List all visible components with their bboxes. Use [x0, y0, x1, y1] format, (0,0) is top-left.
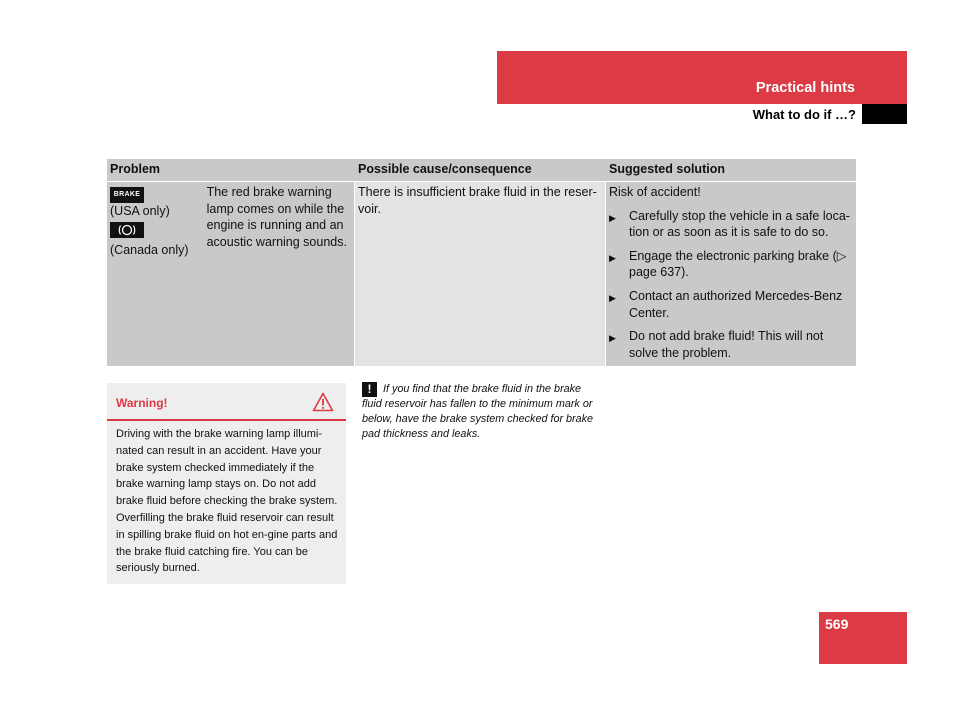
- section-tab: [862, 104, 907, 124]
- solution-item: [609, 288, 853, 321]
- bullet-arrow-icon: ▶: [609, 333, 616, 344]
- solution-item: [609, 208, 853, 241]
- indicator-lamps: [110, 184, 207, 360]
- warning-title: Warning!: [116, 396, 168, 410]
- warning-text: Driving with the brake warning lamp illumi-nated can result in an accident. Have your brake system checked immediately if the brake warning lamp stays on. Do not add brake fluid before checking the brake system. Overfilling the brake fluid reservoir can result in spilling brake fluid on hot en-gine parts and the brake fluid catching fire. You can be seriously burned.: [116, 428, 338, 575]
- bullet-arrow-icon: ▶: [609, 212, 616, 223]
- bullet-arrow-icon: ▶: [609, 252, 616, 263]
- problem-cell: [107, 182, 354, 366]
- brake-lamp-icon: BRAKE: [110, 187, 144, 203]
- note-block: [362, 382, 602, 442]
- problem-text: The red brake warning lamp comes on while the engine is running and an acoustic warning sounds.: [206, 185, 347, 249]
- brake-warning-circle-icon: [110, 222, 144, 238]
- usa-label: (USA only): [110, 204, 170, 218]
- solution-intro: Risk of accident!: [609, 185, 701, 199]
- cause-cell: [355, 182, 605, 366]
- solution-item: [609, 328, 853, 361]
- note-text: If you find that the brake fluid in the brake fluid reservoir has fallen to the minimum mark or below, have the brake system checked for brake pad thickness and leaks.: [362, 383, 594, 440]
- subsection-title: What to do if …?: [752, 107, 856, 122]
- warning-header: [107, 383, 346, 421]
- header-bar: [497, 51, 907, 104]
- section-title: Practical hints: [755, 80, 855, 96]
- solution-text: Carefully stop the vehicle in a safe loca-tion or as soon as it is safe to do so.: [629, 208, 850, 240]
- solution-item: [609, 248, 853, 281]
- bullet-arrow-icon: ▶: [609, 292, 616, 303]
- page-number-box: [819, 612, 907, 664]
- column-header-solution: Suggested solution: [609, 162, 725, 176]
- warning-triangle-icon: [312, 392, 334, 417]
- problem-table: [107, 159, 856, 366]
- column-header-cause: Possible cause/consequence: [358, 162, 532, 176]
- solution-cell: [606, 182, 856, 366]
- solution-text: Engage the electronic parking brake (▷ page 637).: [629, 248, 847, 280]
- table-header: [107, 159, 856, 181]
- warning-box: [107, 383, 346, 584]
- cause-text: There is insufficient brake fluid in the reser-voir.: [358, 185, 597, 216]
- exclamation-icon: !: [362, 382, 377, 397]
- solution-text: Contact an authorized Mercedes-Benz Center.: [629, 288, 843, 320]
- canada-label: (Canada only): [110, 243, 189, 258]
- solution-text: Do not add brake fluid! This will not solve the problem.: [629, 329, 824, 360]
- page-number: 569: [825, 616, 849, 632]
- column-header-problem: Problem: [110, 162, 161, 176]
- table-row: [107, 182, 856, 366]
